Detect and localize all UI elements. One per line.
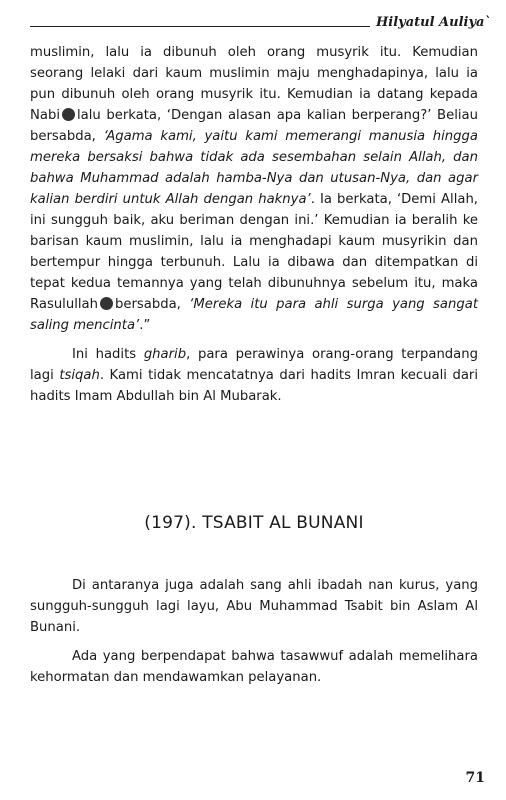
- paragraph-introduction: Di antaranya juga adalah sang ahli ibadah nan kurus, yang sungguh-sungguh lagi layu, Abu Muhammad Tsabit bin Aslam Al Bunani.: [30, 578, 478, 635]
- section-heading: (197). TSABIT AL BUNANI: [144, 513, 364, 533]
- body-text: [30, 42, 478, 407]
- paragraph-hadith-narrative: muslimin, lalu ia dibunuh oleh orang musyrik itu. Kemudian seorang lelaki dari kaum muslimin maju menghadapinya, lalu ia pun dibunuh oleh orang musyrik itu. Kemudian ia datang kepada Nabi lalu berkata, ‘Dengan alasan apa kalian berperang?’ Beliau bersabda, ‘Agama kami, yaitu kami memerangi manusia hingga mereka bersaksi bahwa tidak ada sesembahan selain Allah, dan bahwa Muhammad adalah hamba-Nya dan utusan-Nya, dan agar kalian berdiri untuk Allah dengan haknya’. Ia berkata, ‘Demi Allah, ini sungguh baik, aku beriman dengan ini.’ Kemudian ia beralih ke barisan kaum muslimin, lalu ia menghadapi kaum musyrikin dan bertempur hingga terbunuh. Lalu ia dibawa dan ditempatkan di tepat kedua temannya yang telah dibunuhnya sebelum itu, maka Rasulullah bersabda, ‘Mereka itu para ahli surga yang sangat saling mencinta’.”: [30, 45, 478, 333]
- paragraph-tasawwuf: Ada yang berpendapat bahwa tasawwuf adalah memelihara kehormatan dan mendawamkan pelayanan.: [30, 649, 478, 685]
- salawat-icon: [100, 297, 113, 310]
- page-number: 71: [465, 770, 485, 786]
- running-title: Hilyatul Auliya`: [376, 15, 491, 30]
- header-rule: [30, 26, 370, 27]
- paragraph-hadith-grading: Ini hadits gharib, para perawinya orang-orang terpandang lagi tsiqah. Kami tidak mencatatnya dari hadits Imran kecuali dari hadits Imam Abdullah bin Al Mubarak.: [30, 347, 478, 404]
- section-body: [30, 575, 478, 688]
- salawat-icon: [62, 108, 75, 121]
